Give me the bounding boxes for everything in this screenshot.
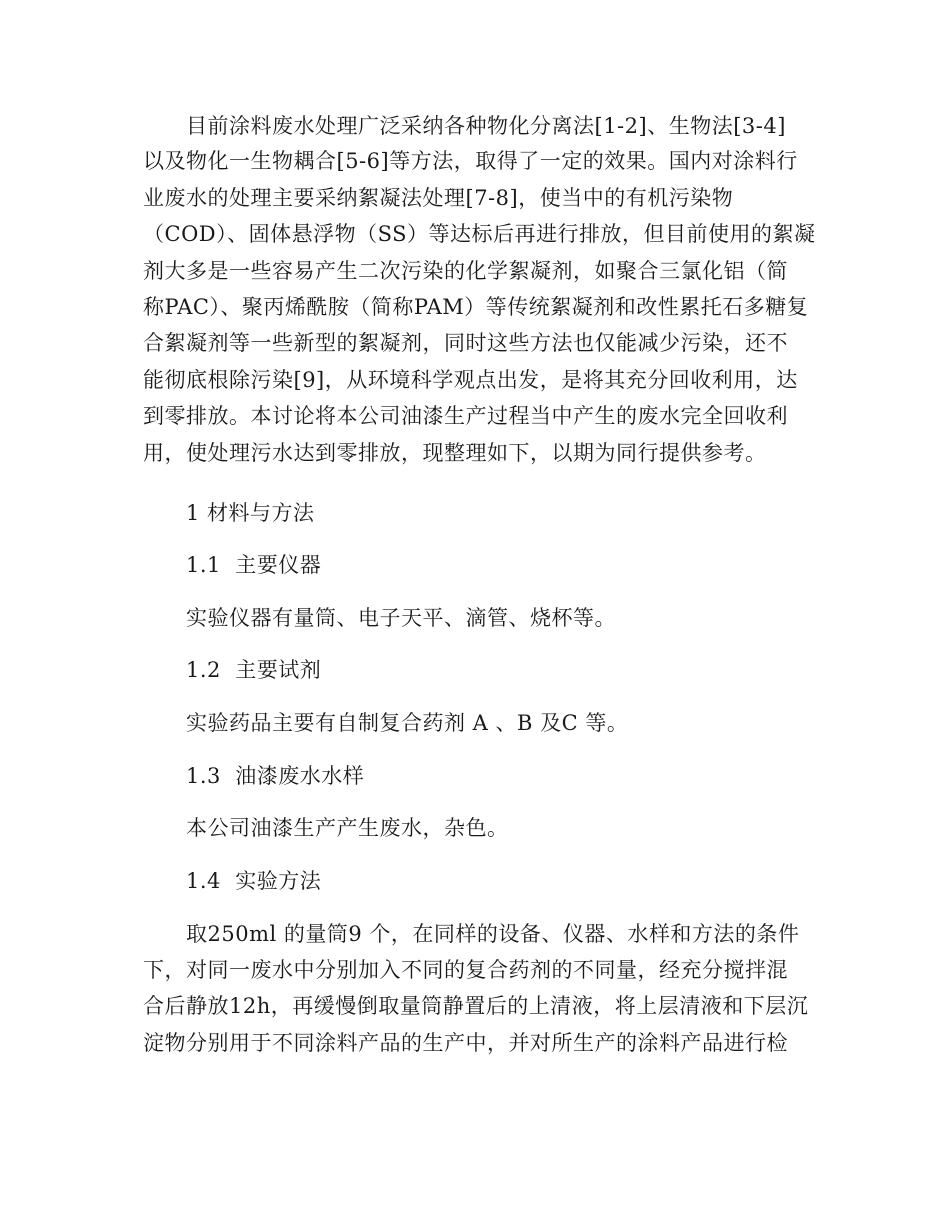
subsection-text: 实验仪器有量筒、电子天平、滴管、烧杯等。 [186, 606, 616, 630]
subsection-heading: 1.2 主要试剂 [186, 658, 322, 682]
paragraph-line: 能彻底根除污染[9]，从环境科学观点出发，是将其充分回收利用，达 [143, 368, 798, 392]
paragraph-line: 淀物分别用于不同涂料产品的生产中，并对所生产的涂料产品进行检 [143, 1031, 788, 1055]
paragraph-line: 目前涂料废水处理广泛采纳各种物化分离法[1-2]、生物法[3-4] [186, 114, 786, 138]
subsection-heading: 1.3 油漆废水水样 [186, 764, 365, 788]
paragraph-line: 称PAC）、聚丙烯酰胺（简称PAM）等传统絮凝剂和改性累托石多糖复 [143, 295, 809, 319]
subsection-heading: 1.4 实验方法 [186, 869, 322, 893]
subsection-text: 实验药品主要有自制复合药剂 A 、B 及C 等。 [186, 711, 629, 735]
paragraph-line: （COD）、固体悬浮物（SS）等达标后再进行排放，但目前使用的絮凝 [143, 222, 816, 246]
paragraph-line: 取250ml 的量筒9 个，在同样的设备、仪器、水样和方法的条件 [186, 922, 800, 946]
paragraph-line: 以及物化一生物耦合[5-6]等方法，取得了一定的效果。国内对涂料行 [143, 149, 798, 173]
subsection-text: 本公司油漆生产产生废水，杂色。 [186, 816, 509, 840]
paragraph-line: 用，使处理污水达到零排放，现整理如下，以期为同行提供参考。 [143, 441, 767, 465]
paragraph-line: 合后静放12h，再缓慢倒取量筒静置后的上清液，将上层清液和下层沉 [143, 994, 809, 1018]
subsection-heading: 1.1 主要仪器 [186, 553, 322, 577]
paragraph-line: 剂大多是一些容易产生二次污染的化学絮凝剂，如聚合三氯化铝（简 [143, 259, 788, 283]
paragraph-line: 到零排放。本讨论将本公司油漆生产过程当中产生的废水完全回收利 [143, 404, 788, 428]
paragraph-line: 业废水的处理主要采纳絮凝法处理[7-8]，使当中的有机污染物 [143, 186, 734, 210]
paragraph-line: 下，对同一废水中分别加入不同的复合药剂的不同量，经充分搅拌混 [143, 958, 788, 982]
paragraph-line: 合絮凝剂等一些新型的絮凝剂，同时这些方法也仅能减少污染，还不 [143, 331, 788, 355]
section-heading: 1 材料与方法 [186, 501, 315, 525]
